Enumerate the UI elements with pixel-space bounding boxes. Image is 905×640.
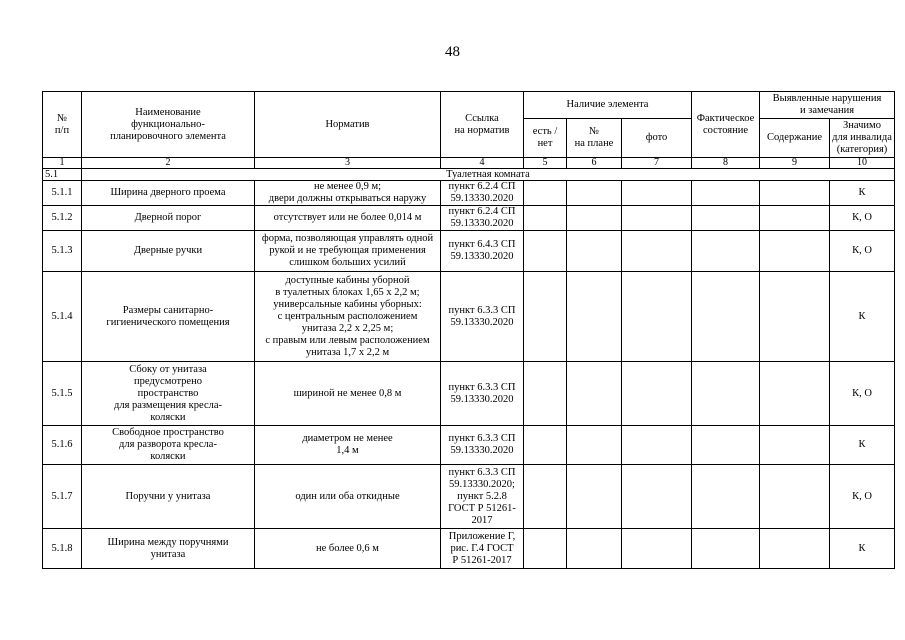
row-significance: К, О <box>830 231 895 272</box>
header-num: № п/п <box>43 92 82 158</box>
row-norm: шириной не менее 0,8 м <box>255 362 441 426</box>
page-number: 48 <box>445 44 460 60</box>
row-yes-no-cell[interactable] <box>524 181 567 206</box>
row-number: 5.1.8 <box>43 529 82 569</box>
section-title: Туалетная комната <box>82 169 895 181</box>
row-significance: К, О <box>830 206 895 231</box>
row-actual-state-cell[interactable] <box>692 206 760 231</box>
row-element-name: Свободное пространство для разворота кресла- коляски <box>82 426 255 465</box>
column-number: 10 <box>830 158 895 169</box>
row-plan-number-cell[interactable] <box>567 181 622 206</box>
table-row <box>43 231 895 272</box>
row-actual-state-cell[interactable] <box>692 231 760 272</box>
row-element-name: Дверной порог <box>82 206 255 231</box>
row-actual-state-cell[interactable] <box>692 426 760 465</box>
row-photo-cell[interactable] <box>622 465 692 529</box>
inspection-table <box>42 91 895 569</box>
section-row <box>43 169 895 181</box>
row-number: 5.1.4 <box>43 272 82 362</box>
row-actual-state-cell[interactable] <box>692 362 760 426</box>
row-reference: пункт 6.3.3 СП 59.13330.2020 <box>441 426 524 465</box>
row-actual-state-cell[interactable] <box>692 272 760 362</box>
row-norm: доступные кабины уборной в туалетных блоках 1,65 х 2,2 м; универсальные кабины уборных: с центральным расположением унитаза 2,2 х 2,25 м; с правым или левым расположением унитаза 1,7 х 2,2 м <box>255 272 441 362</box>
row-yes-no-cell[interactable] <box>524 426 567 465</box>
column-number: 9 <box>760 158 830 169</box>
row-reference: пункт 6.4.3 СП 59.13330.2020 <box>441 231 524 272</box>
row-content-cell[interactable] <box>760 206 830 231</box>
header-element-name: Наименование функционально- планировочного элемента <box>82 92 255 158</box>
row-number: 5.1.1 <box>43 181 82 206</box>
column-number: 3 <box>255 158 441 169</box>
header-content: Содержание <box>760 119 830 158</box>
row-actual-state-cell[interactable] <box>692 465 760 529</box>
row-content-cell[interactable] <box>760 181 830 206</box>
row-element-name: Ширина между поручнями унитаза <box>82 529 255 569</box>
row-norm: отсутствует или не более 0,014 м <box>255 206 441 231</box>
row-number: 5.1.5 <box>43 362 82 426</box>
header-photo: фото <box>622 119 692 158</box>
row-plan-number-cell[interactable] <box>567 206 622 231</box>
header-significance: Значимо для инвалида (категория) <box>830 119 895 158</box>
row-norm: один или оба откидные <box>255 465 441 529</box>
row-element-name: Поручни у унитаза <box>82 465 255 529</box>
column-number: 1 <box>43 158 82 169</box>
row-reference: пункт 6.3.3 СП 59.13330.2020 <box>441 272 524 362</box>
row-significance: К <box>830 529 895 569</box>
column-number: 8 <box>692 158 760 169</box>
row-number: 5.1.3 <box>43 231 82 272</box>
header-row-1 <box>43 92 895 119</box>
column-number: 2 <box>82 158 255 169</box>
row-yes-no-cell[interactable] <box>524 529 567 569</box>
row-photo-cell[interactable] <box>622 206 692 231</box>
row-norm: не более 0,6 м <box>255 529 441 569</box>
row-photo-cell[interactable] <box>622 426 692 465</box>
row-norm: не менее 0,9 м; двери должны открываться наружу <box>255 181 441 206</box>
header-plan-number: № на плане <box>567 119 622 158</box>
header-yes-no: есть / нет <box>524 119 567 158</box>
row-content-cell[interactable] <box>760 426 830 465</box>
row-element-name: Дверные ручки <box>82 231 255 272</box>
row-plan-number-cell[interactable] <box>567 272 622 362</box>
section-number: 5.1 <box>43 169 82 181</box>
row-yes-no-cell[interactable] <box>524 231 567 272</box>
table-row <box>43 181 895 206</box>
row-norm: форма, позволяющая управлять одной рукой и не требующая применения слишком больших усилий <box>255 231 441 272</box>
row-content-cell[interactable] <box>760 231 830 272</box>
row-photo-cell[interactable] <box>622 529 692 569</box>
row-yes-no-cell[interactable] <box>524 272 567 362</box>
row-significance: К <box>830 426 895 465</box>
row-plan-number-cell[interactable] <box>567 529 622 569</box>
column-number: 6 <box>567 158 622 169</box>
row-significance: К, О <box>830 465 895 529</box>
table-row <box>43 529 895 569</box>
row-photo-cell[interactable] <box>622 181 692 206</box>
table-row <box>43 206 895 231</box>
row-number: 5.1.7 <box>43 465 82 529</box>
row-plan-number-cell[interactable] <box>567 362 622 426</box>
row-reference: пункт 6.2.4 СП 59.13330.2020 <box>441 206 524 231</box>
header-norm: Норматив <box>255 92 441 158</box>
row-actual-state-cell[interactable] <box>692 529 760 569</box>
table-row <box>43 362 895 426</box>
table-row <box>43 426 895 465</box>
row-actual-state-cell[interactable] <box>692 181 760 206</box>
row-photo-cell[interactable] <box>622 272 692 362</box>
row-yes-no-cell[interactable] <box>524 206 567 231</box>
column-number-row <box>43 158 895 169</box>
row-photo-cell[interactable] <box>622 231 692 272</box>
row-reference: пункт 6.2.4 СП 59.13330.2020 <box>441 181 524 206</box>
row-significance: К, О <box>830 362 895 426</box>
row-yes-no-cell[interactable] <box>524 465 567 529</box>
header-presence-group: Наличие элемента <box>524 92 692 119</box>
row-content-cell[interactable] <box>760 465 830 529</box>
row-plan-number-cell[interactable] <box>567 465 622 529</box>
row-yes-no-cell[interactable] <box>524 362 567 426</box>
column-number: 5 <box>524 158 567 169</box>
row-reference: пункт 6.3.3 СП 59.13330.2020 <box>441 362 524 426</box>
row-plan-number-cell[interactable] <box>567 426 622 465</box>
row-content-cell[interactable] <box>760 529 830 569</box>
header-reference: Ссылка на норматив <box>441 92 524 158</box>
row-element-name: Сбоку от унитаза предусмотрено пространство для размещения кресла- коляски <box>82 362 255 426</box>
column-number: 7 <box>622 158 692 169</box>
row-reference: Приложение Г, рис. Г.4 ГОСТ Р 51261-2017 <box>441 529 524 569</box>
column-number: 4 <box>441 158 524 169</box>
table-row <box>43 272 895 362</box>
table-row <box>43 465 895 529</box>
row-norm: диаметром не менее 1,4 м <box>255 426 441 465</box>
header-violations-group: Выявленные нарушения и замечания <box>760 92 895 119</box>
row-content-cell[interactable] <box>760 272 830 362</box>
row-element-name: Ширина дверного проема <box>82 181 255 206</box>
row-content-cell[interactable] <box>760 362 830 426</box>
row-significance: К <box>830 272 895 362</box>
row-element-name: Размеры санитарно- гигиенического помещения <box>82 272 255 362</box>
row-significance: К <box>830 181 895 206</box>
row-photo-cell[interactable] <box>622 362 692 426</box>
header-actual-state: Фактическое состояние <box>692 92 760 158</box>
row-plan-number-cell[interactable] <box>567 231 622 272</box>
row-number: 5.1.2 <box>43 206 82 231</box>
row-number: 5.1.6 <box>43 426 82 465</box>
row-reference: пункт 6.3.3 СП 59.13330.2020; пункт 5.2.8 ГОСТ Р 51261- 2017 <box>441 465 524 529</box>
